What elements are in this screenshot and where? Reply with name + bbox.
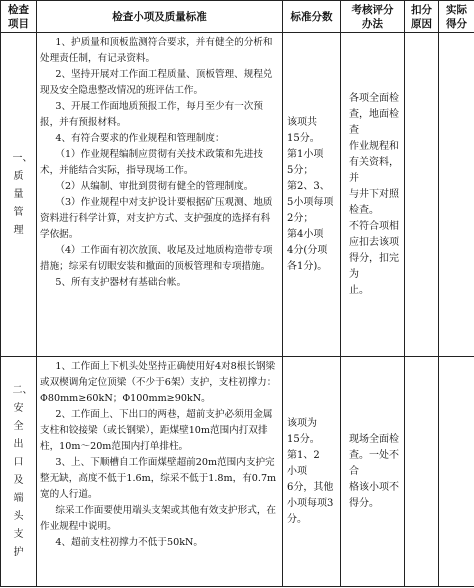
standard-item: 4、有符合要求的作业规程和管理制度： [55,133,225,144]
score-line: 6分，其他 [287,481,334,493]
standard-item: 1、工作面上下机头处坚持正确使用好4对8根长钢梁或双楔调角定位顶梁（不少于6架）支护，支柱初撑力：Φ80mm≥60kN；Φ100mm≥90kN。 [40,361,277,404]
table-row [1,357,474,587]
header-standards: 检查小项及质量标准 [37,1,283,33]
category-cell [1,33,37,357]
method-line: 有关资料，并 [349,156,399,184]
standard-item: 5、所有支护器材有基础台帐。 [55,277,187,288]
standard-item: 1、护质量和顶板监测符合要求，并有健全的分析和处理责任制，有记录资料。 [40,37,273,64]
header-check-item: 检查 项目 [1,1,37,33]
score-line: 小项每项3 [287,497,334,509]
method-line: 现场全面检 [349,433,399,445]
score-line: 第2、3、 [287,180,330,192]
score-line: 第4小项 [287,228,324,240]
method-line: 得分。 [349,497,379,509]
header-scoring-method: 考核评分 办法 [341,1,405,33]
method-line: 查，地面检查 [349,108,399,136]
method-line: 检查。 [349,204,379,216]
header-deduction-reason: 扣分 原因 [405,1,439,33]
method-line: 与井下对照 [349,188,399,200]
category-cell [1,357,37,587]
method-line: 得分，扣完为 [349,252,399,280]
category-label: 二、安全出口及端头支护 [12,384,33,558]
method-line: 查。一处不合 [349,449,399,477]
score-line: 各1分)。 [287,260,328,272]
score-line: 15分。 [287,433,320,445]
standard-item: （3）作业规程中对支护设计要根据矿压观测、地质资料进行科学计算，对支护方式、支护强度的选择有科学依据。 [40,197,273,240]
score-line: 2分； [287,212,314,224]
method-cell [341,357,405,587]
header-row [1,1,474,33]
category-label: 一、质量管理 [12,152,33,236]
score-line: 5分； [287,164,314,176]
score-line: 4分(分项 [287,244,328,256]
standard-item: 综采工作面要使用端头支架或其他有效支护形式，在作业规程中说明。 [40,505,277,532]
score-line: 该项共 [287,116,317,128]
score-line: 第1、2 [287,449,320,461]
actual-score-cell[interactable] [439,357,474,587]
method-line: 格该小项不 [349,481,399,493]
score-line: 第1小项 [287,148,324,160]
standard-item: 2、坚持开展对工作面工程质量、顶板管理、规程兑现及安全隐患整改情况的班评估工作。 [40,69,273,96]
deduction-reason-cell[interactable] [405,357,439,587]
method-line: 止。 [349,284,369,296]
deduction-reason-cell[interactable] [405,33,439,357]
standards-cell [37,33,283,357]
standard-item: （2）从编制、审批到贯彻有健全的管理制度。 [55,181,254,192]
score-line: 分。 [287,513,307,525]
score-line: 该项为 [287,417,317,429]
method-line: 作业规程和 [349,140,399,152]
score-line: 5小项每项 [287,196,334,208]
method-line: 各项全面检 [349,92,399,104]
method-cell [341,33,405,357]
standard-item: （4）工作面有初次放顶、收尾及过地质构造带专项措施；综采有切眼安装和撤面的顶板管理和专项措施。 [40,245,273,272]
standard-item: 2、工作面上、下出口的两巷，超前支护必须用金属支柱和铰接梁（或长钢梁），距煤壁10m范围内打双排柱，10m～20m范围内打单排柱。 [40,409,273,452]
standard-item: 3、上、下顺槽自工作面煤壁超前20m范围内支护完整无缺，高度不低于1.6m，综采不低于1.8m，有0.7m宽的人行道。 [40,457,277,500]
table-row [1,33,474,357]
actual-score-cell[interactable] [439,33,474,357]
method-line: 应扣去该项 [349,236,399,248]
header-actual-score: 实际 得分 [439,1,474,33]
score-cell [283,357,341,587]
score-line: 小项 [287,465,307,477]
header-standard-score: 标准分数 [283,1,341,33]
standard-item: （1）作业规程编制应贯彻有关技术政策和先进技术，并能结合实际，指导现场工作。 [40,149,263,176]
score-cell [283,33,341,357]
standards-cell [37,357,283,587]
score-line: 15分。 [287,132,320,144]
method-line: 不符合项相 [349,220,399,232]
standard-item: 4、超前支柱初撑力不低于50kN。 [55,537,204,548]
standard-item: 3、开展工作面地质预报工作，每月至少有一次预报，并有预报材料。 [40,101,263,128]
